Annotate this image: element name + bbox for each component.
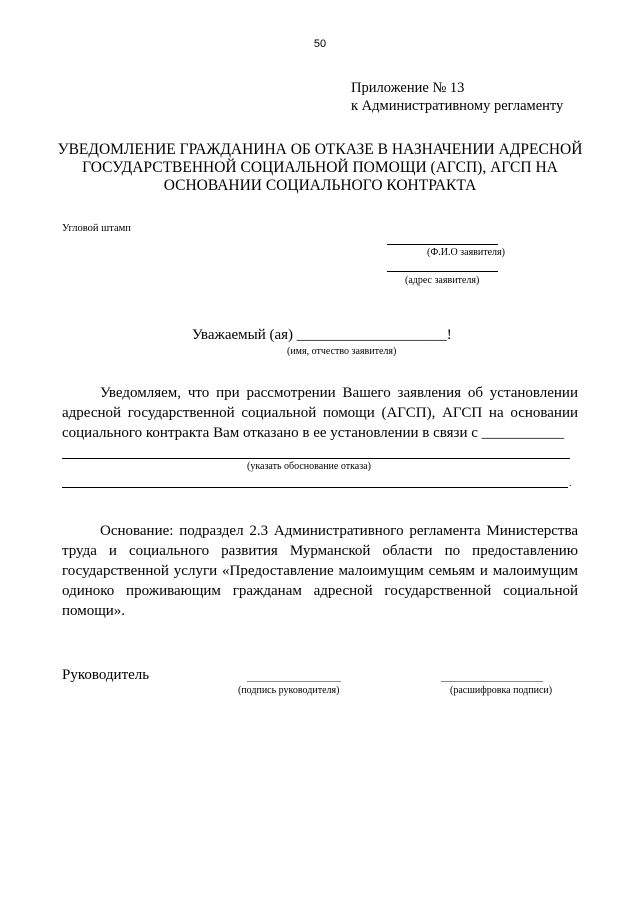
greeting-caption: (имя, отчество заявителя): [287, 346, 397, 357]
applicant-name-caption: (Ф.И.О заявителя): [427, 247, 505, 258]
basis-line-3: государственной услуги «Предоставление малоимущим семьям и малоимущим: [62, 563, 578, 579]
signature-head: Руководитель: [62, 667, 150, 683]
basis-line-5: помощи».: [62, 603, 126, 619]
document-title: [40, 141, 600, 195]
decode-caption: (расшифровка подписи): [450, 685, 553, 696]
basis-paragraph: [62, 521, 578, 621]
basis-line-4: одиноко проживающим гражданам адресной государственной социальной: [62, 583, 578, 599]
title-line-3: ОСНОВАНИИ СОЦИАЛЬНОГО КОНТРАКТА: [163, 177, 477, 194]
greeting: [192, 325, 452, 346]
decode-line: [441, 681, 543, 682]
title-line-2: ГОСУДАРСТВЕННОЙ СОЦИАЛЬНОЙ ПОМОЩИ (АГСП), АГСП НА: [82, 159, 558, 176]
basis-line-1: Основание: подраздел 2.3 Административного регламента Министерства: [100, 523, 578, 539]
applicant-address-caption: (адрес заявителя): [405, 275, 480, 286]
appendix-line-1: Приложение № 13: [351, 80, 465, 96]
reason-line-1: [62, 458, 570, 459]
corner-stamp-label: Угловой штамп: [62, 223, 131, 234]
title-line-1: УВЕДОМЛЕНИЕ ГРАЖДАНИНА ОБ ОТКАЗЕ В НАЗНАЧЕНИИ АДРЕСНОЙ: [57, 141, 583, 158]
greeting-text: Уважаемый (ая): [192, 327, 294, 343]
signature-line: [247, 681, 341, 682]
signature-caption: (подпись руководителя): [238, 685, 340, 696]
notice-line-1: Уведомляем, что при рассмотрении Вашего заявления об установлении: [100, 385, 578, 401]
reason-end-mark: .: [569, 478, 572, 489]
reason-caption: (указать обоснование отказа): [247, 461, 371, 472]
notice-line-3: социального контракта Вам отказано в ее установлении в связи с ___________: [62, 425, 565, 441]
appendix-header: [351, 79, 563, 115]
reason-line-2: [62, 487, 568, 488]
notice-line-2: адресной государственной социальной помощи (АГСП), АГСП на основании: [62, 405, 578, 421]
applicant-address-line: [387, 271, 498, 272]
basis-line-2: труда и социального развития Мурманской области по предоставлению: [62, 543, 578, 559]
page-number: 50: [313, 38, 327, 50]
appendix-line-2: к Административному регламенту: [351, 98, 564, 114]
greeting-blank: ____________________!: [296, 327, 452, 343]
applicant-name-line: [387, 244, 498, 245]
notice-paragraph: [62, 383, 578, 443]
